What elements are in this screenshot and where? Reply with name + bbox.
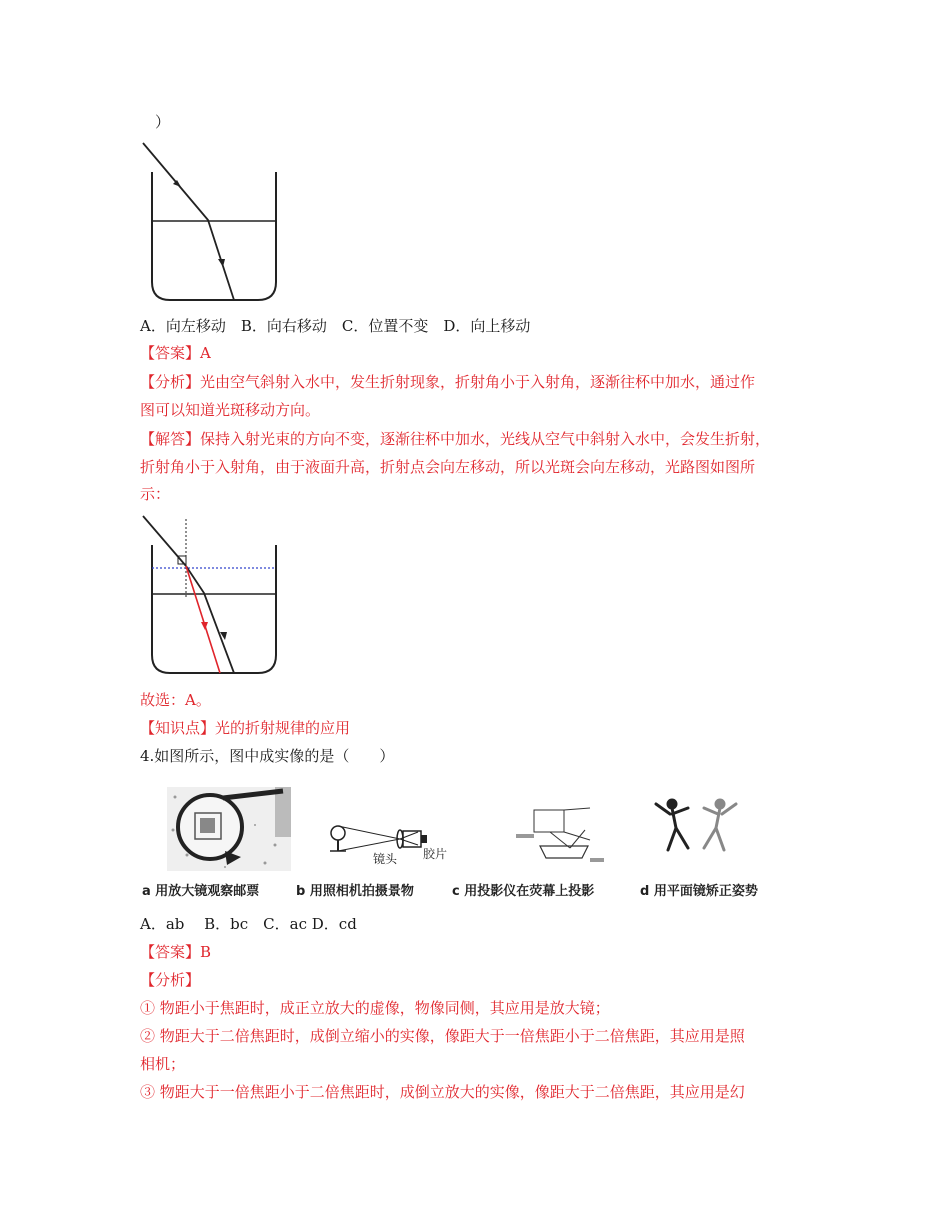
answer-tag: 【答案】 (140, 344, 201, 362)
answer-value: B (200, 943, 212, 961)
q3-answer-line (140, 343, 211, 363)
knowledge-text: 光的折射规律的应用 (215, 719, 351, 737)
q3-analysis-line2: 图可以知道光斑移动方向。 (140, 401, 321, 419)
q4-point-2-cont: 相机； (140, 1055, 186, 1073)
q3-knowledge-line (140, 718, 350, 738)
q3-analysis-line1 (140, 372, 755, 392)
q3-solution-line1 (140, 429, 770, 449)
q4-question: 4.如图所示，图中成实像的是（ ） (140, 747, 395, 765)
magnifier-stamp-image (165, 785, 293, 873)
q3-solution-line2: 折射角小于入射角，由于液面升高，折射点会向左移动，所以光斑会向左移动，光路图如图所 (140, 458, 756, 476)
q4-point-1: ① 物距小于焦距时，成正立放大的虚像，物像同侧，其应用是放大镜； (140, 999, 610, 1017)
analysis-tag: 【分析】 (140, 373, 201, 391)
q4-point-3: ③ 物距大于一倍焦距小于二倍焦距时，成倒立放大的实像，像距大于二倍焦距，其应用是幻 (140, 1083, 745, 1101)
answer-value: A (200, 344, 211, 362)
lens-label: 镜头 (373, 852, 398, 866)
question-fragment-bracket: ） (155, 113, 171, 131)
caption-b: b 用照相机拍摄景物 (296, 884, 414, 899)
q3-solution-line3: 示： (140, 485, 171, 503)
q4-point-2: ② 物距大于二倍焦距时，成倒立缩小的实像，像距大于一倍焦距小于二倍焦距，其应用是照 (140, 1027, 745, 1045)
q3-options: A．向左移动 B．向右移动 C．位置不变 D．向上移动 (140, 317, 531, 335)
light-path-figure (140, 513, 290, 678)
cup-refraction-figure (140, 140, 290, 305)
solution-text-1: 保持入射光束的方向不变，逐渐往杯中加水，光线从空气中斜射入水中，会发生折射， (200, 430, 771, 448)
caption-c: c 用投影仪在荧幕上投影 (452, 884, 595, 899)
q3-choice: 故选：A。 (140, 691, 211, 709)
projector-diagram (510, 800, 610, 870)
knowledge-tag: 【知识点】 (140, 719, 216, 737)
answer-tag: 【答案】 (140, 943, 201, 961)
q4-options: A．ab B．bc C．ac D．cd (140, 915, 357, 933)
q4-answer-line (140, 942, 211, 962)
q4-analysis-tag: 【分析】 (140, 971, 201, 989)
caption-a: a 用放大镜观察邮票 (142, 884, 260, 899)
mirror-posture-image (648, 790, 748, 865)
analysis-text-1: 光由空气斜射入水中，发生折射现象，折射角小于入射角，逐渐往杯中加水，通过作 (200, 373, 756, 391)
film-label: 胶片 (423, 847, 448, 861)
caption-d: d 用平面镜矫正姿势 (640, 884, 758, 899)
solution-tag: 【解答】 (140, 430, 201, 448)
